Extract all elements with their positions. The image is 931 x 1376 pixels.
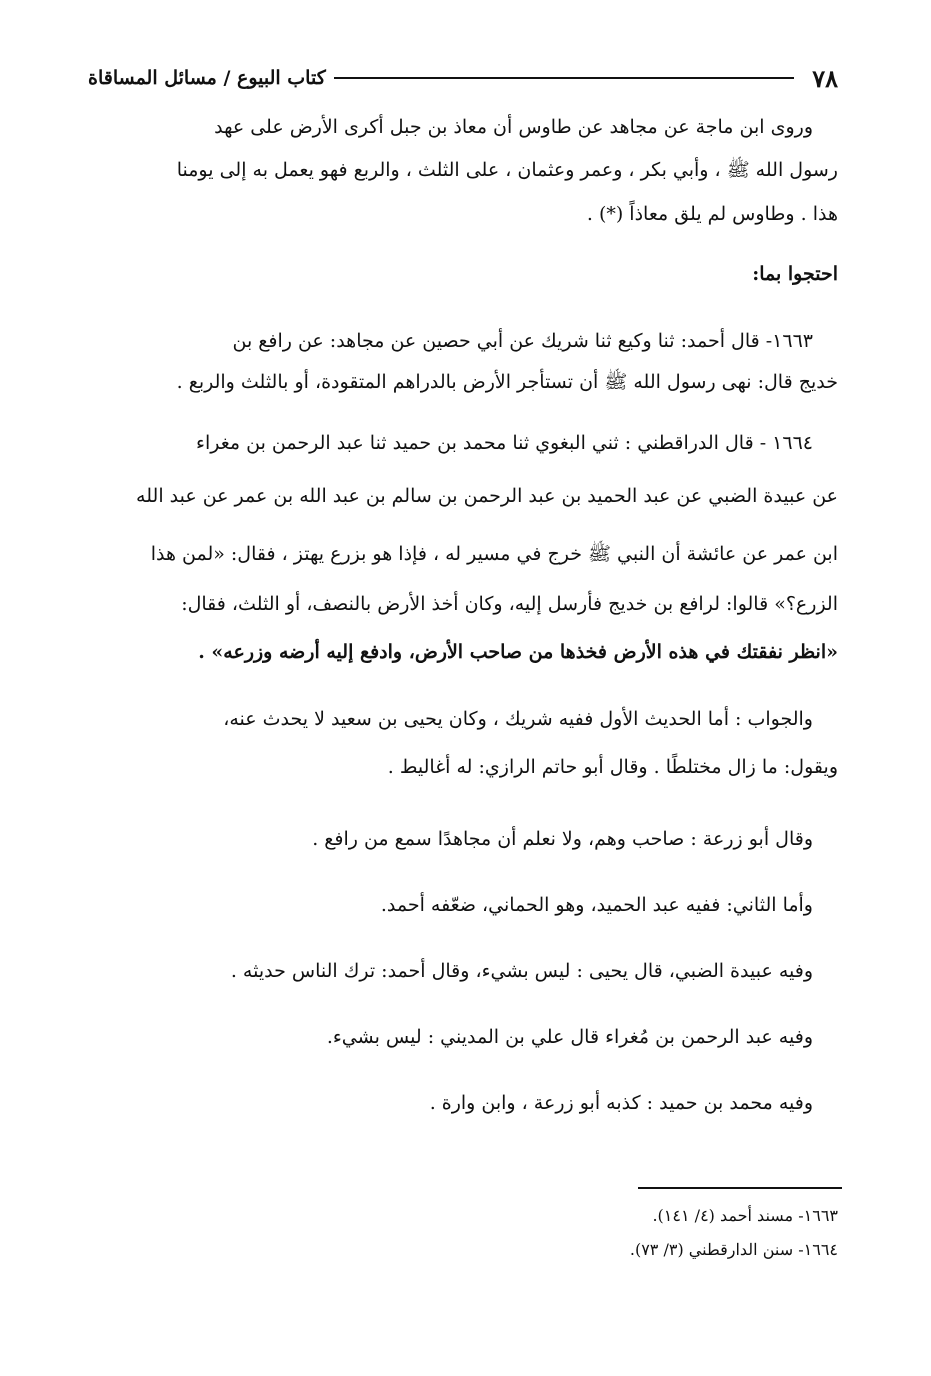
text-line: هذا . وطاوس لم يلق معاذاً (*) . xyxy=(586,203,838,225)
page-header xyxy=(88,58,838,98)
text-line: وفيه عبيدة الضبي، قال يحيى : ليس بشيء، وقال أحمد: ترك الناس حديثه . xyxy=(230,960,813,982)
text-line: «انظر نفقتك في هذه الأرض فخذها من صاحب الأرض، وادفع إليه أرضه وزرعه» . xyxy=(198,641,838,663)
footnote-rule xyxy=(638,1187,842,1189)
text-line: عن عبيدة الضبي عن عبد الحميد بن عبد الرحمن بن سالم بن عبد الله بن عمر عن عبد الله xyxy=(136,485,838,507)
text-line: وأما الثاني: ففيه عبد الحميد، وهو الحماني، ضعّفه أحمد. xyxy=(380,894,813,916)
section-heading: احتجوا بما: xyxy=(752,263,838,285)
footnote: ١٦٦٣- مسند أحمد (٤/ ١٤١). xyxy=(652,1206,838,1225)
page-number: ٧٨ xyxy=(812,63,838,93)
text-line: وروى ابن ماجة عن مجاهد عن طاوس أن معاذ بن جبل أكرى الأرض على عهد xyxy=(214,116,813,138)
text-line: رسول الله ﷺ ، وأبي بكر ، وعمر وعثمان ، على الثلث ، والربع فهو يعمل به إلى يومنا xyxy=(176,159,838,181)
text-line: والجواب : أما الحديث الأول ففيه شريك ، وكان يحيى بن سعيد لا يحدث عنه، xyxy=(223,708,813,730)
running-title: كتاب البيوع / مسائل المساقاة xyxy=(88,67,326,89)
text-line: وفيه محمد بن حميد : كذبه أبو زرعة ، وابن وارة . xyxy=(429,1092,813,1114)
text-line: الزرع؟» قالوا: لرافع بن خديج فأرسل إليه، وكان أخذ الأرض بالنصف، أو الثلث، فقال: xyxy=(181,593,838,615)
text-line: خديج قال: نهى رسول الله ﷺ أن تستأجر الأرض بالدراهم المتقودة، أو بالثلث والربع . xyxy=(176,371,838,393)
text-line: ابن عمر عن عائشة أن النبي ﷺ خرج في مسير له ، فإذا هو بزرع يهتز ، فقال: «لمن هذا xyxy=(150,543,838,565)
text-line: ١٦٦٣- قال أحمد: ثنا وكيع ثنا شريك عن أبي حصين عن مجاهد: عن رافع بن xyxy=(232,330,813,352)
text-line: وفيه عبد الرحمن بن مُغراء قال علي بن المديني : ليس بشيء. xyxy=(326,1026,813,1048)
footnote: ١٦٦٤- سنن الدارقطني (٣/ ٧٣). xyxy=(629,1240,838,1259)
text-line: ويقول: ما زال مختلطًا . وقال أبو حاتم الرازي: له أغاليط . xyxy=(387,756,838,778)
text-line: وقال أبو زرعة : صاحب وهم، ولا نعلم أن مجاهدًا سمع من رافع . xyxy=(312,828,813,850)
header-rule xyxy=(334,77,794,79)
text-line: ١٦٦٤ - قال الدراقطني : ثني البغوي ثنا محمد بن حميد ثنا عبد الرحمن بن مغراء xyxy=(196,432,813,454)
